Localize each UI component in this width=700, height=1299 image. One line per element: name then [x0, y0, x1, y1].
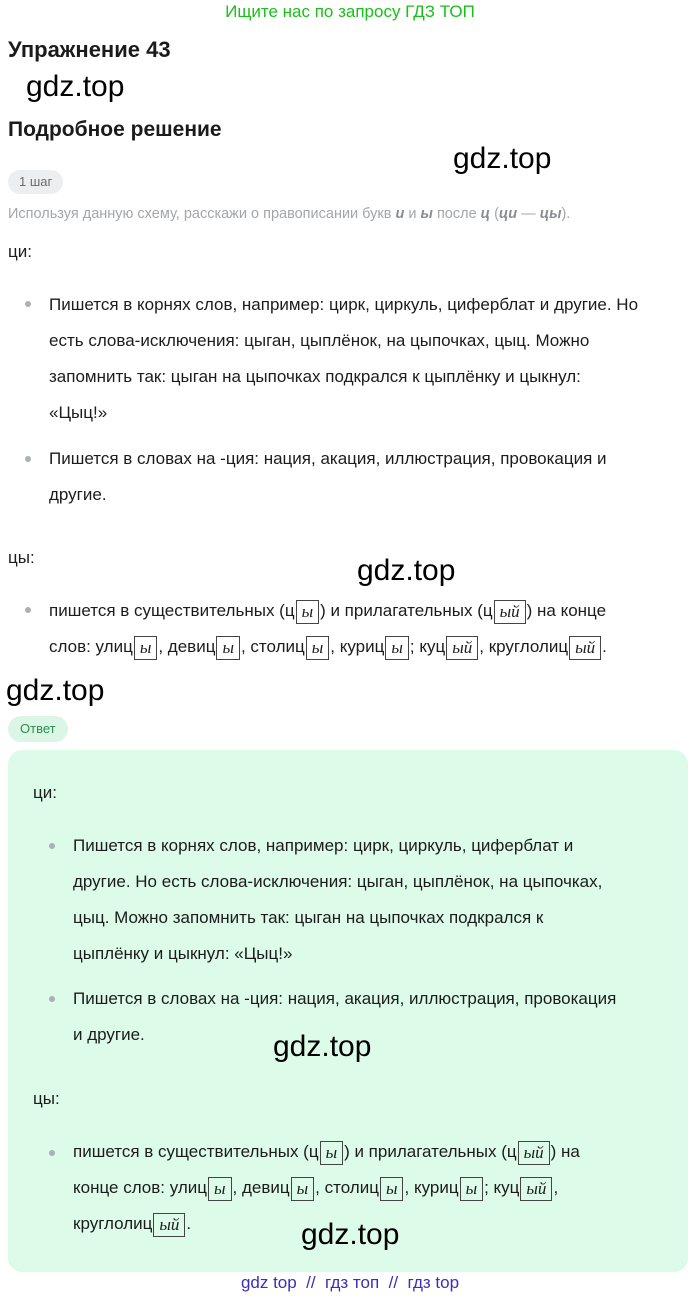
watermark: gdz.top — [357, 554, 456, 587]
watermark: gdz.top — [301, 1218, 400, 1251]
bullet-icon — [49, 843, 55, 849]
ending-box: ы — [291, 1177, 315, 1201]
answer-tsi-heading: ци: — [33, 783, 57, 802]
list-item: пишется в существительных (ц ы ) и прилагательных (ц ый ) на конце слов: улиц ы , девиц ы , столиц ы , куриц ы ; куц ый , круглолиц ый . — [49, 593, 607, 665]
ending-box: ы — [134, 636, 158, 660]
bullet-icon — [49, 996, 55, 1002]
list-item: Пишется в корнях слов, например: цирк, циркуль, циферблат и другие. Но есть слова-исключения: цыган, цыплёнок, на цыпочках, цыц. Можно запомнить так: цыган на цыпочках подкрался к цыплёнку и цыкнул: «Цыц!» — [73, 836, 603, 963]
bullet-icon — [49, 1150, 55, 1156]
bullet-icon — [25, 301, 31, 307]
answer-badge: Ответ — [8, 716, 68, 742]
ending-box: ы — [306, 636, 330, 660]
solution-tsi-heading: ци: — [8, 242, 32, 261]
ending-box: ый — [520, 1177, 552, 1201]
watermark: gdz.top — [6, 674, 105, 707]
ending-box: ый — [446, 636, 478, 660]
answer-tsy-heading: цы: — [33, 1089, 60, 1108]
exercise-title: Упражнение 43 — [8, 37, 171, 62]
solution-tsy-heading: цы: — [8, 548, 35, 567]
watermark: gdz.top — [26, 70, 125, 103]
ending-box: ы — [208, 1177, 232, 1201]
ending-box: ы — [460, 1177, 484, 1201]
bullet-icon — [25, 456, 31, 462]
task-text: Используя данную схему, расскажи о правописании букв и и ы после ц (ци — цы). — [8, 206, 571, 222]
ending-box: ы — [320, 1141, 344, 1165]
list-item: пишется в существительных (ц ы ) и прилагательных (ц ый ) на конце слов: улиц ы , девиц ы , столиц ы , куриц ы ; куц ый , круглолиц ый . — [73, 1134, 580, 1242]
list-item: Пишется в словах на -ция: нация, акация, иллюстрация, провокация и другие. — [49, 449, 607, 504]
list-item: Пишется в словах на -ция: нация, акация, иллюстрация, провокация и другие. — [73, 989, 617, 1044]
ending-box: ы — [216, 636, 240, 660]
search-banner[interactable]: Ищите нас по запросу ГДЗ ТОП — [225, 2, 475, 21]
ending-box: ый — [153, 1213, 185, 1237]
footer-links[interactable]: gdz top // гдз топ // гдз top — [240, 1273, 460, 1292]
list-item: Пишется в корнях слов, например: цирк, циркуль, циферблат и другие. Но есть слова-исключения: цыган, цыплёнок, на цыпочках, цыц. Можно запомнить так: цыган на цыпочках подкрался к цыплёнку и цыкнул: «Цыц!» — [49, 295, 639, 422]
ending-box: ы — [385, 636, 409, 660]
ending-box: ый — [494, 600, 526, 624]
step-badge: 1 шаг — [8, 170, 63, 194]
watermark: gdz.top — [273, 1030, 372, 1063]
ending-box: ый — [518, 1141, 550, 1165]
ending-box: ы — [380, 1177, 404, 1201]
ending-box: ы — [296, 600, 320, 624]
watermark: gdz.top — [453, 142, 552, 175]
solution-title: Подробное решение — [8, 118, 222, 141]
ending-box: ый — [569, 636, 601, 660]
bullet-icon — [25, 607, 31, 613]
